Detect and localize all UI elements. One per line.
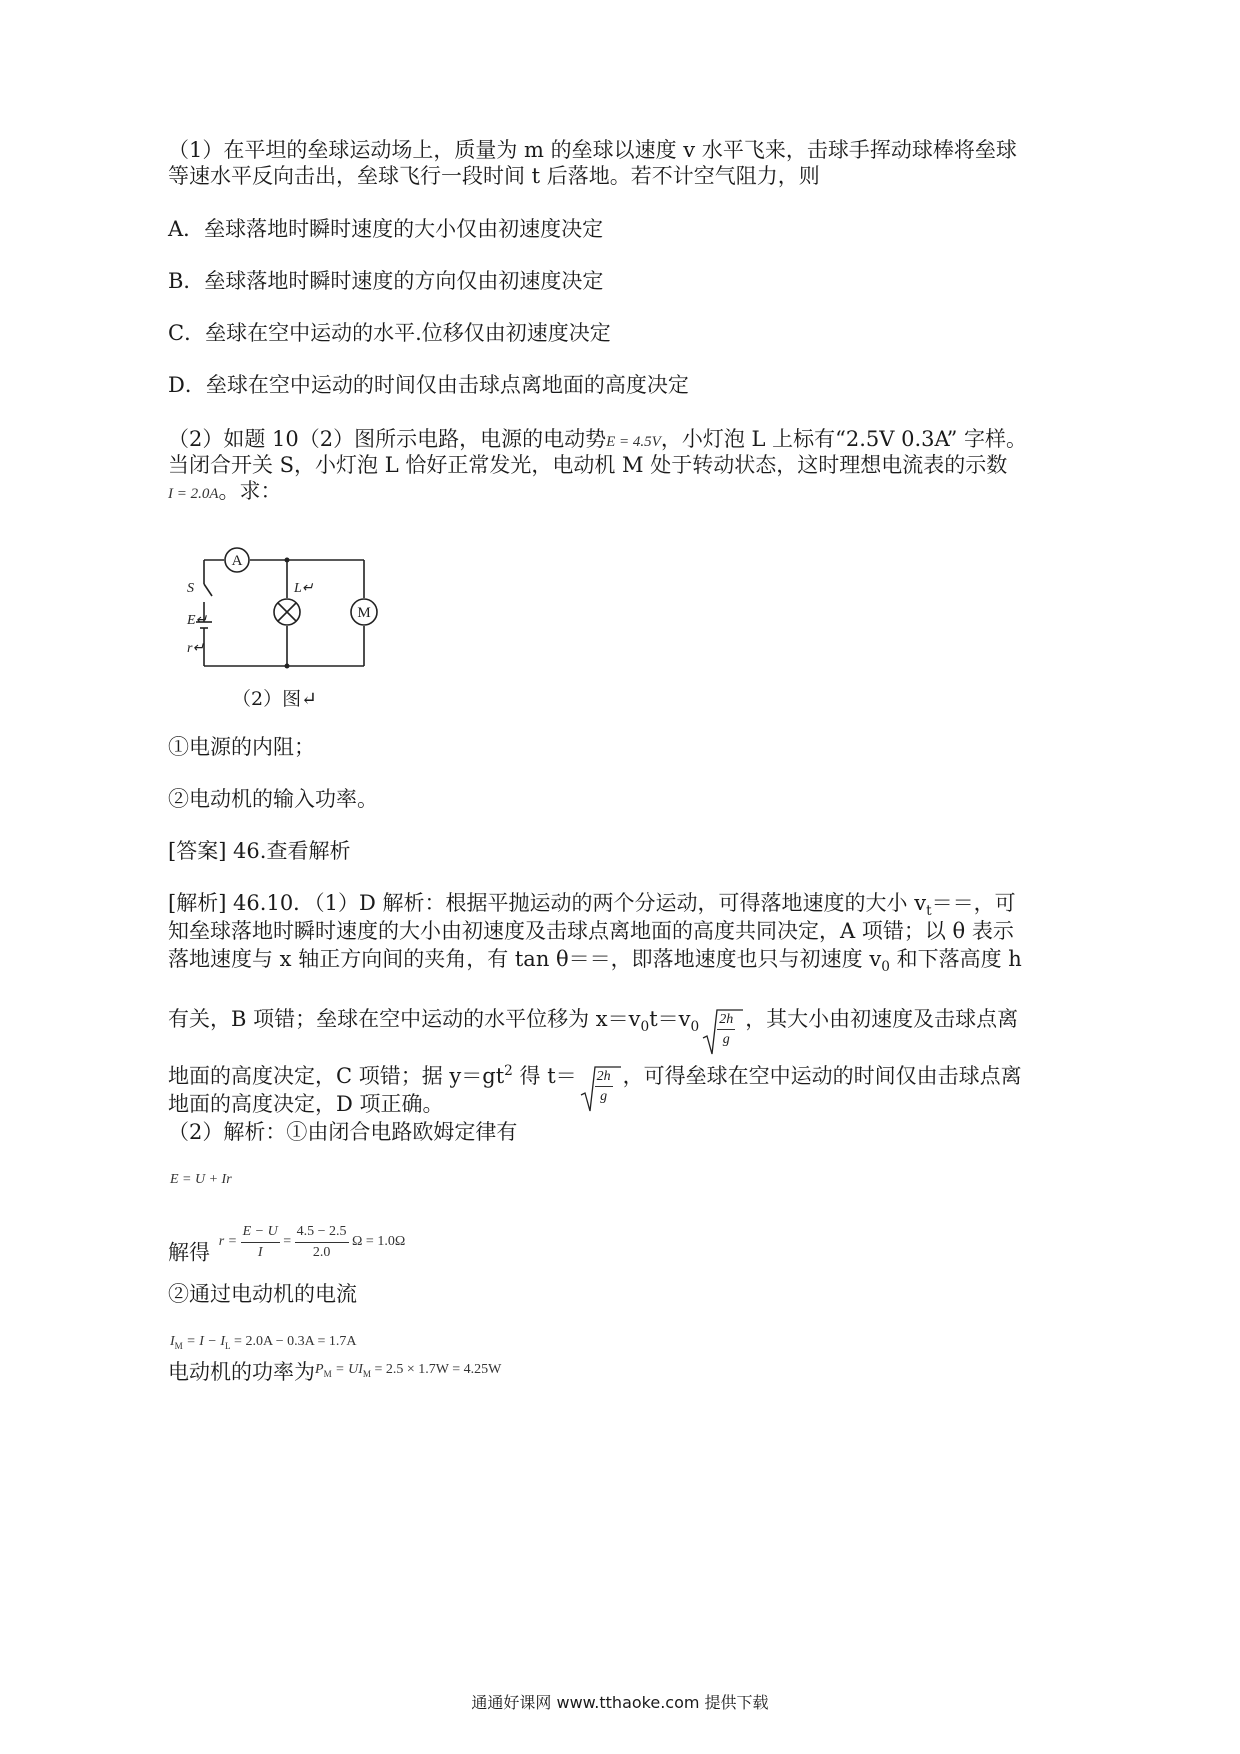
equation-motor-current (170, 1334, 357, 1351)
internal-resistance-label: r↵ (187, 641, 205, 656)
q1-stem-line1: （1）在平坦的垒球运动场上，质量为 m 的垒球以速度 v 水平飞来，击球手挥动球棒将垒球 (168, 138, 1017, 162)
analysis-text: 地面的高度决定，C 项错；据 y＝gt (168, 1064, 505, 1088)
fraction-numerator: 4.5 − 2.5 (295, 1222, 349, 1243)
analysis-text: [解析] 46.10．（1）D 解析：根据平抛运动的两个分运动，可得落地速度的大小 v (168, 891, 927, 915)
analysis-text: 有关，B 项错；垒球在空中运动的水平位移为 x＝v (168, 1007, 641, 1031)
subscript: L (224, 1340, 231, 1351)
eq-text: r = (218, 1234, 238, 1250)
junction-dot (285, 558, 290, 563)
sqrt-fraction (717, 1010, 735, 1050)
q1-stem-line2: 等速水平反向击出，垒球飞行一段时间 t 后落地。若不计空气阻力，则 (168, 164, 820, 188)
sqrt-fraction (595, 1067, 613, 1107)
subscript: 0 (640, 1019, 650, 1036)
sqrt-expression (701, 1008, 743, 1058)
eq-text: = I − I (182, 1334, 225, 1349)
q2-line3-b: 。求： (218, 479, 282, 503)
eq-text: I (170, 1334, 175, 1349)
fraction (295, 1222, 349, 1262)
sqrt-expression (579, 1065, 621, 1115)
equation-motor-power (315, 1362, 501, 1377)
analysis-line9 (168, 1358, 501, 1387)
figure-caption: （2）图↵ (232, 688, 318, 710)
q1-option-c: C．垒球在空中运动的水平.位移仅由初速度决定 (168, 321, 611, 345)
solve-line (168, 1224, 406, 1276)
subscript: 0 (881, 959, 890, 976)
fraction-denominator: g (600, 1089, 608, 1105)
analysis-text: t＝v (649, 1007, 691, 1031)
q1-option-d: D．垒球在空中运动的时间仅由击球点离地面的高度决定 (168, 373, 689, 397)
q1-option-b: B．垒球落地时瞬时速度的方向仅由初速度决定 (168, 269, 604, 293)
q2-line1-a: （2）如题 10（2）图所示电路，电源的电动势 (168, 427, 607, 451)
analysis-text: 得 t＝ (512, 1064, 577, 1088)
analysis-line2: 知垒球落地时瞬时速度的大小由初速度及击球点离地面的高度共同决定，A 项错；以 θ 表示 (168, 919, 1014, 943)
analysis-text: 电动机的功率为 (168, 1360, 315, 1384)
subscript: M (362, 1368, 371, 1379)
subscript: M (323, 1368, 332, 1379)
emf-label: E↵ (187, 613, 208, 628)
fraction-denominator: g (722, 1032, 730, 1048)
fraction-numerator: E − U (241, 1222, 280, 1243)
eq-text: = (283, 1234, 292, 1250)
q1-option-a: A．垒球落地时瞬时速度的大小仅由初速度决定 (168, 217, 604, 241)
fraction-denominator: I (257, 1244, 263, 1260)
q2-line1-b: ，小灯泡 L 上标有“2.5V 0.3A” 字样。 (660, 427, 1027, 451)
q2-line2: 当闭合开关 S，小灯泡 L 恰好正常发光，电动机 M 处于转动状态，这时理想电流表的示数 (168, 453, 1008, 477)
analysis-line3 (168, 945, 1022, 977)
subscript: 0 (690, 1019, 700, 1036)
current-formula: I = 2.0A (168, 486, 219, 502)
q2-line3 (168, 477, 282, 506)
subscript: M (174, 1340, 183, 1351)
analysis-line8: ②通过电动机的电流 (168, 1282, 357, 1306)
eq-text: = 2.5 × 1.7W = 4.25W (370, 1362, 502, 1377)
equation-internal-resistance (218, 1224, 406, 1260)
analysis-line7: （2）解析：①由闭合电路欧姆定律有 (168, 1120, 518, 1144)
switch-blade (204, 584, 212, 596)
fraction (241, 1222, 280, 1262)
analysis-line6: 地面的高度决定，D 项正确。 (168, 1092, 444, 1116)
fraction-denominator: 2.0 (312, 1244, 331, 1260)
subscript: t (926, 903, 932, 920)
equation-ohms-law: E = U + Ir (170, 1172, 232, 1187)
lamp-label: L↵ (294, 581, 314, 596)
solve-label: 解得 (168, 1240, 210, 1265)
analysis-text: ，其大小由初速度及击球点离 (745, 1007, 1019, 1031)
superscript: 2 (504, 1063, 513, 1079)
eq-text: = UI (331, 1362, 363, 1377)
emf-formula: E = 4.5V (606, 434, 661, 450)
q2-line1 (168, 425, 1027, 454)
page-footer: 通通好课网 www.tthaoke.com 提供下载 (471, 1693, 769, 1712)
fraction-numerator: 2h (595, 1067, 613, 1088)
switch-label: S (187, 581, 194, 596)
eq-text: Ω = 1.0Ω (352, 1234, 406, 1250)
analysis-text: 和下落高度 h (889, 947, 1022, 971)
answer-label: [答案] 46.查看解析 (168, 839, 351, 863)
analysis-text: ，可得垒球在空中运动的时间仅由击球点离 (622, 1064, 1022, 1088)
analysis-text: ＝＝，可 (931, 891, 1016, 915)
analysis-line4 (168, 1005, 1018, 1058)
q2-sub-question-1: ①电源的内阻； (168, 735, 315, 759)
q2-sub-question-2: ②电动机的输入功率。 (168, 787, 378, 811)
junction-dot (285, 664, 290, 669)
analysis-text: 落地速度与 x 轴正方向间的夹角，有 tan θ＝＝，即落地速度也只与初速度 v (168, 947, 882, 971)
eq-text: = 2.0A − 0.3A = 1.7A (230, 1334, 357, 1349)
fraction-numerator: 2h (717, 1010, 735, 1031)
motor-label: M (357, 605, 371, 621)
ammeter-label: A (231, 553, 243, 569)
eq-text: P (315, 1362, 324, 1377)
